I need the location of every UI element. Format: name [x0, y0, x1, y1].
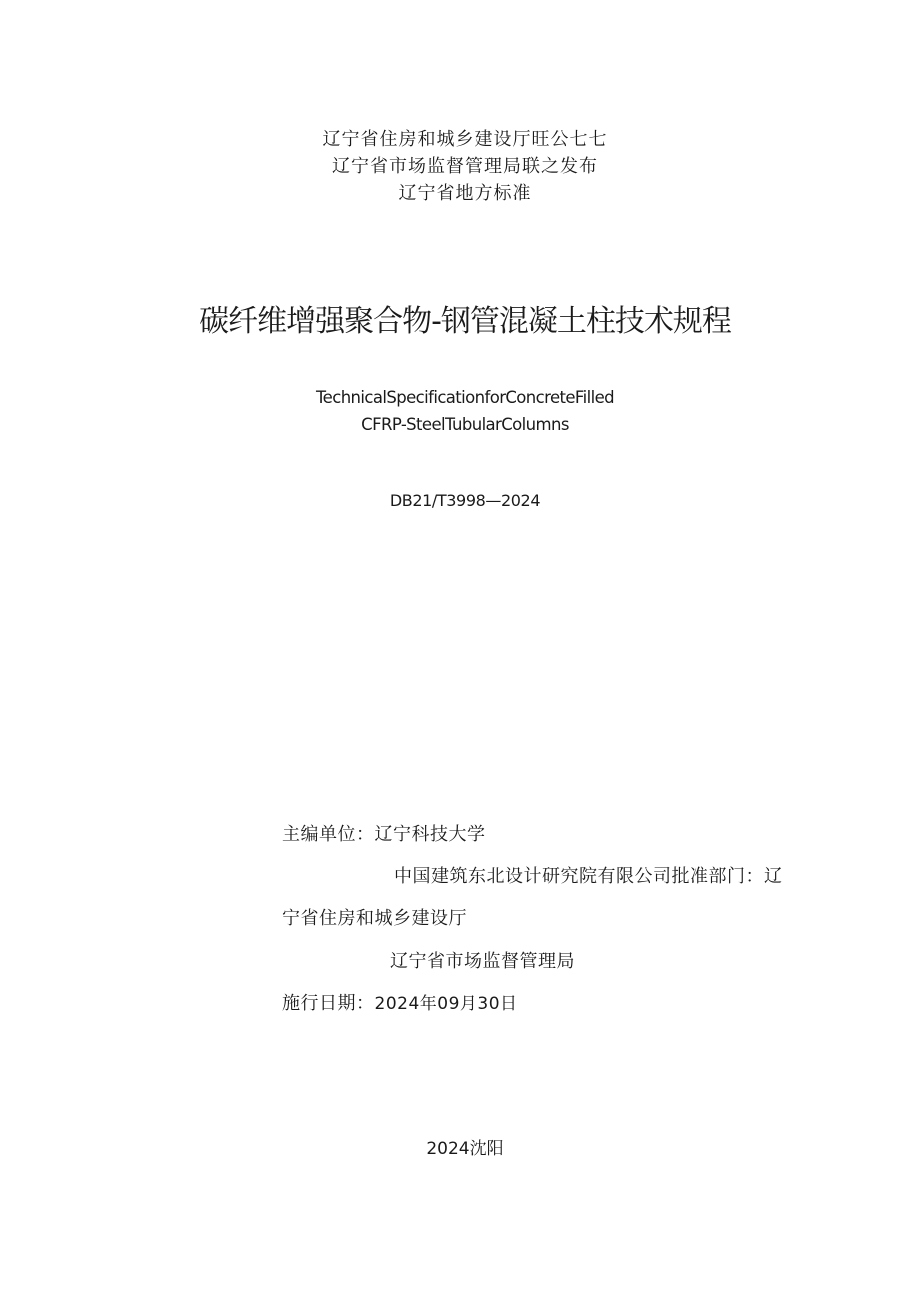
chief-editor-line: 主编单位：辽宁科技大学 [282, 824, 486, 845]
title-en-line-1: TechnicalSpecificationforConcreteFilled [316, 388, 614, 407]
standard-number: DB21/T3998—2024 [389, 491, 541, 510]
effective-date-line [282, 991, 518, 1017]
effective-date-label: 施行日期： [282, 993, 375, 1014]
publication-place-year: 2024沈阳 [426, 1139, 504, 1159]
title-en-line-2: CFRP-SteelTubularColumns [361, 415, 569, 434]
publisher-block [0, 126, 920, 207]
co-editor-line: 中国建筑东北设计研究院有限公司批准部门：辽 [394, 866, 783, 887]
publisher-line-3: 辽宁省地方标准 [398, 183, 532, 204]
approval-department-line: 宁省住房和城乡建设厅 [282, 908, 467, 929]
effective-date-value: 2024年09月30日 [374, 994, 518, 1014]
publisher-line-1: 辽宁省住房和城乡建设厅旺公七七 [322, 129, 608, 150]
document-title-zh: 碳纤维增强聚合物-钢管混凝土柱技术规程 [199, 304, 731, 339]
approval-department-second: 辽宁省市场监督管理局 [390, 951, 575, 972]
document-title-en [0, 384, 920, 438]
publisher-line-2: 辽宁省市场监督管理局联之发布 [332, 156, 598, 177]
